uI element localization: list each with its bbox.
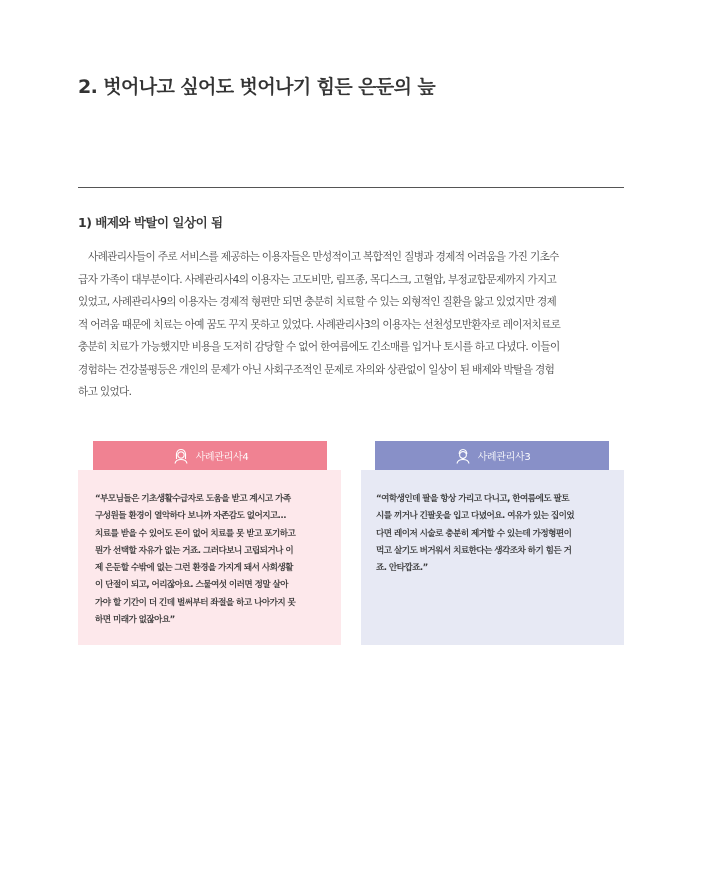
quote-line: 죠. 안타깝죠.” [376,563,428,574]
quote-line: “부모님들은 기초생활수급자로 도움을 받고 계시고 가족 [95,494,291,504]
quote-line: 다면 레이저 시술로 충분히 제거할 수 있는데 가정형편이 [376,528,572,539]
body-line: 급자 가족이 대부분이다. 사례관리사4의 이용자는 고도비만, 림프종, 목디스크, 고혈압, 부정교합문제까지 가지고 [78,273,557,286]
section-heading: 1) 배제와 박탈이 일상이 됨 [78,215,223,230]
quote-speaker-label: 사례관리사4 [195,452,249,463]
body-line: 충분히 치료가 가능했지만 비용을 도저히 감당할 수 없어 한여름에도 긴소매를 입거나 토시를 하고 다녔다. 이들이 [78,341,560,353]
chapter-title: 2. 벗어나고 싶어도 벗어나기 힘든 은둔의 늪 [78,76,436,98]
quote-text [95,491,331,629]
body-line: 있었고, 사례관리사9의 이용자는 경제적 형편만 되면 충분히 치료할 수 있는 외형적인 질환을 앓고 있었지만 경제 [78,296,557,308]
quote-card-header [375,441,609,470]
body-paragraph [78,246,624,404]
body-line: 사례관리사들이 주로 서비스를 제공하는 이용자들은 만성적이고 복합적인 질병과 경제적 어려움을 가진 기초수 [88,251,559,263]
quote-speaker-label: 사례관리사3 [477,452,531,463]
quote-line: 제 은둔할 수밖에 없는 그런 환경을 가지게 돼서 사회생활 [95,563,293,574]
quote-line: “여학생인데 팔을 항상 가리고 다니고, 한여름에도 팔토 [376,494,569,504]
quote-line: 구성원들 환경이 열악하다 보니까 자존감도 없어지고… [95,511,286,522]
quote-line: 뭔가 선택할 자유가 없는 거죠. 그러다보니 고립되거나 이 [95,545,294,556]
female-person-icon [172,447,190,465]
quote-line: 이 단절이 되고, 어리잖아요. 스물여섯 이러면 정말 살아 [95,580,289,591]
section-divider [78,187,624,188]
quote-text [376,491,612,577]
quote-line: 먹고 살기도 버거워서 치료한다는 생각조차 하기 힘든 거 [376,545,572,556]
quote-line: 가야 할 기간이 더 긴데 벌써부터 좌절을 하고 나아가지 못 [95,597,296,608]
quote-line: 하면 미래가 없잖아요” [95,615,175,626]
quote-line: 치료를 받을 수 있어도 돈이 없어 치료를 못 받고 포기하고 [95,528,296,539]
body-line: 하고 있었다. [78,386,132,398]
quote-card-header [93,441,327,470]
male-person-icon [454,447,472,465]
body-line: 적 어려움 때문에 치료는 아예 꿈도 꾸지 못하고 있었다. 사례관리사3의 이용자는 선천성모반환자로 레이저치료로 [78,318,561,331]
quote-line: 시를 끼거나 긴팔옷을 입고 다녔어요. 여유가 있는 집이었 [376,511,575,522]
body-line: 경험하는 건강불평등은 개인의 문제가 아닌 사회구조적인 문제로 자의와 상관없이 일상이 된 배제와 박탈을 경험 [78,363,555,376]
